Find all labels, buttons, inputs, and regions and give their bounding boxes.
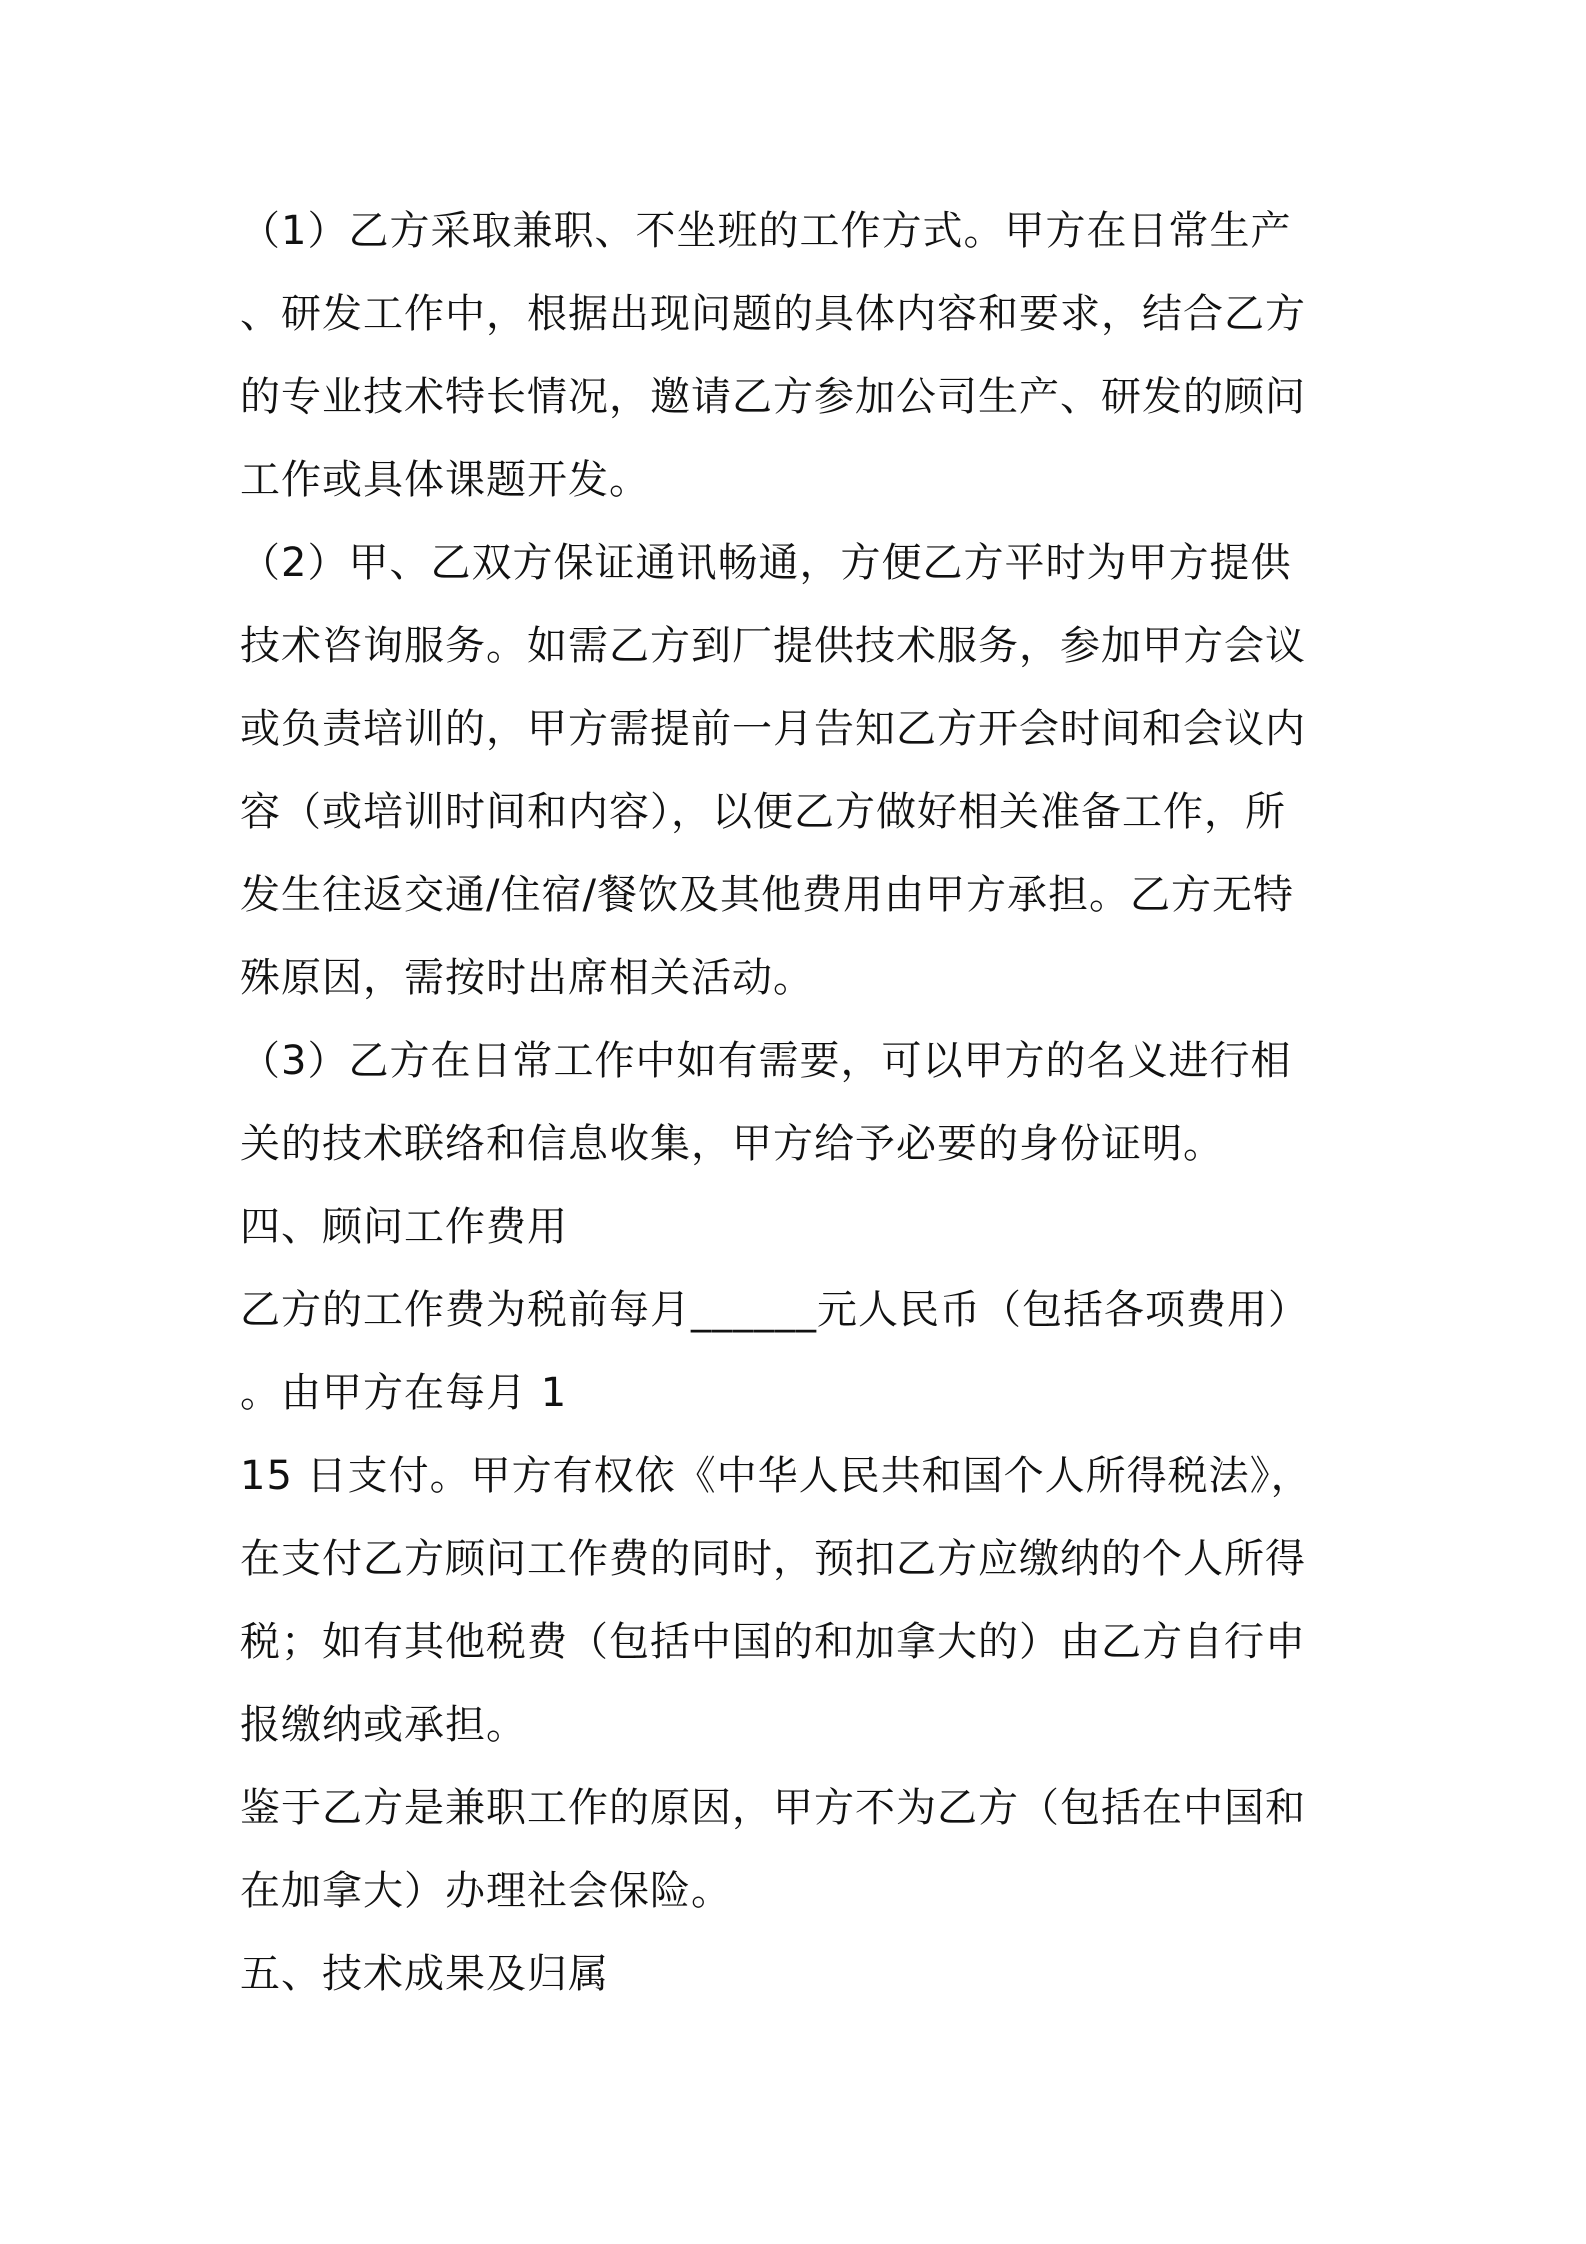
text-line: 鉴于乙方是兼职工作的原因，甲方不为乙方（包括在中国和 [240,1785,1306,1831]
text-line: （2）甲、乙双方保证通讯畅通，方便乙方平时为甲方提供 [240,540,1292,586]
text-line: 的专业技术特长情况，邀请乙方参加公司生产、研发的顾问 [240,374,1306,420]
text-line: 、研发工作中，根据出现问题的具体内容和要求，结合乙方 [240,291,1306,337]
text-line: 15 日支付。甲方有权依《中华人民共和国个人所得税法》， [240,1453,1312,1499]
text-line: 在支付乙方顾问工作费的同时，预扣乙方应缴纳的个人所得 [240,1536,1306,1582]
text-line: 技术咨询服务。如需乙方到厂提供技术服务，参加甲方会议 [240,623,1306,669]
text-line: 或负责培训的，甲方需提前一月告知乙方开会时间和会议内 [240,706,1306,752]
text-line: （3）乙方在日常工作中如有需要，可以甲方的名义进行相 [240,1038,1292,1084]
text-line: 在加拿大）办理社会保险。 [240,1868,732,1914]
text-line: 殊原因，需按时出席相关活动。 [240,955,814,1001]
section-heading: 五、技术成果及归属 [240,1951,609,1997]
text-line: 工作或具体课题开发。 [240,457,650,503]
contract-text [240,190,1360,2016]
text-line: 报缴纳或承担。 [240,1702,527,1748]
text-line: （1）乙方采取兼职、不坐班的工作方式。甲方在日常生产 [240,208,1292,254]
text-line: 税；如有其他税费（包括中国的和加拿大的）由乙方自行申 [240,1619,1306,1665]
section-heading: 四、顾问工作费用 [240,1204,568,1250]
text-line: 容（或培训时间和内容），以便乙方做好相关准备工作，所 [240,789,1286,835]
text-line: 。由甲方在每月 1 [240,1370,568,1416]
text-line: 关的技术联络和信息收集，甲方给予必要的身份证明。 [240,1121,1224,1167]
text-line: 乙方的工作费为税前每月______元人民币（包括各项费用） [240,1287,1309,1333]
text-line: 发生往返交通/住宿/餐饮及其他费用由甲方承担。乙方无特 [240,872,1294,918]
